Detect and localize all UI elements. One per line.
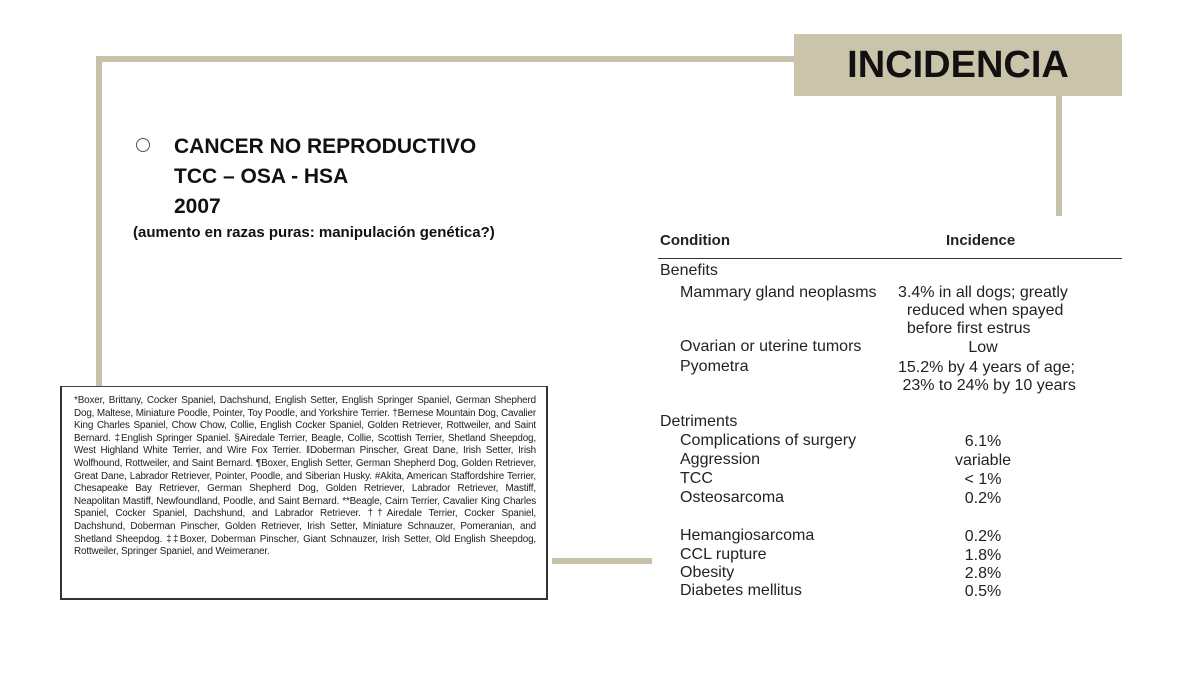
incidence-surgery: 6.1% [964, 433, 1002, 450]
section-detriments: Detriments [660, 413, 738, 430]
header-condition: Condition [660, 232, 730, 249]
bullet-circle-icon [136, 138, 150, 152]
frame-line-right [1056, 96, 1062, 216]
incidence-table [658, 228, 1122, 608]
condition-tcc: TCC [680, 470, 713, 487]
incidence-osteosarcoma: 0.2% [964, 490, 1002, 507]
table-header [658, 228, 1122, 259]
section-benefits: Benefits [660, 262, 718, 279]
condition-surgery: Complications of surgery [680, 432, 857, 449]
bullet-text [174, 132, 594, 222]
incidence-hemangiosarcoma: 0.2% [964, 528, 1002, 545]
incidence-obesity: 2.8% [964, 565, 1002, 582]
incidence-ovarian: Low [968, 339, 998, 356]
header-incidence: Incidence [946, 232, 1016, 249]
title-box [794, 34, 1122, 96]
frame-line-left [96, 56, 102, 388]
condition-ccl: CCL rupture [680, 546, 767, 563]
condition-diabetes: Diabetes mellitus [680, 582, 802, 599]
frame-connector [552, 558, 652, 564]
condition-ovarian: Ovarian or uterine tumors [680, 338, 862, 355]
condition-aggression: Aggression [680, 451, 761, 468]
bullet-line-3: 2007 [174, 195, 221, 218]
bullet-line-1: CANCER NO REPRODUCTIVO [174, 135, 477, 158]
condition-hemangiosarcoma: Hemangiosarcoma [680, 527, 815, 544]
footnote-text: *Boxer, Brittany, Cocker Spaniel, Dachshund, English Setter, English Springer Spaniel, German Shepherd Dog, Maltese, Miniature Poodle, Pointer, Toy Poodle, and Yorkshire Terrier. †Bernese Mountain Dog, Cavalier King Charles Spaniel, Chow Chow, Collie, English Cocker Spaniel, Golden Retriever, Rottweiler, and Saint Bernard. ‡English Springer Spaniel. §Airedale Terrier, Beagle, Collie, Scottish Terrier, Shetland Sheepdog, West Highland White Terrier, and Wire Fox Terrier. ǁDoberman Pinscher, Great Dane, Irish Setter, Irish Wolfhound, Rottweiler, and Saint Bernard. ¶Boxer, English Setter, German Shepherd Dog, Golden Retriever, Great Dane, Labrador Retriever, Pointer, Poodle, and Siberian Husky. #Akita, American Staffordshire Terrier, Chesapeake Bay Retriever, German Shepherd Dog, Golden Retriever, Labrador Retriever, Mastiff, Neapolitan Mastiff, Newfoundland, Poodle, and Saint Bernard. **Beagle, Cairn Terrier, Cavalier King Charles Spaniel, Cocker Spaniel, Dachshund, and Labrador Retriever. ††Airedale Terrier, Cocker Spaniel, Dachshund, Doberman Pinscher, Golden Retriever, Irish Setter, Miniature Schnauzer, Pomeranian, and Shetland Sheepdog. ‡‡Boxer, Doberman Pinscher, Giant Schnauzer, Irish Setter, Old English Sheepdog, Rottweiler, Springer Spaniel, and Weimeraner. [74, 395, 536, 558]
incidence-aggression: variable [954, 452, 1012, 469]
condition-pyometra: Pyometra [680, 358, 749, 375]
slide-note: (aumento en razas puras: manipulación genética?) [133, 224, 495, 241]
condition-osteosarcoma: Osteosarcoma [680, 489, 785, 506]
incidence-tcc: < 1% [964, 471, 1002, 488]
footnote-box [60, 386, 548, 600]
incidence-diabetes: 0.5% [964, 583, 1002, 600]
condition-obesity: Obesity [680, 564, 735, 581]
condition-mammary: Mammary gland neoplasms [680, 284, 877, 301]
frame-line-top [96, 56, 796, 62]
slide-title: INCIDENCIA [847, 43, 1069, 86]
incidence-ccl: 1.8% [964, 547, 1002, 564]
bullet-line-2: TCC – OSA - HSA [174, 165, 349, 188]
incidence-pyometra: 15.2% by 4 years of age; 23% to 24% by 10 years [898, 359, 1076, 394]
incidence-mammary: 3.4% in all dogs; greatly reduced when spayed before first estrus [898, 284, 1068, 337]
